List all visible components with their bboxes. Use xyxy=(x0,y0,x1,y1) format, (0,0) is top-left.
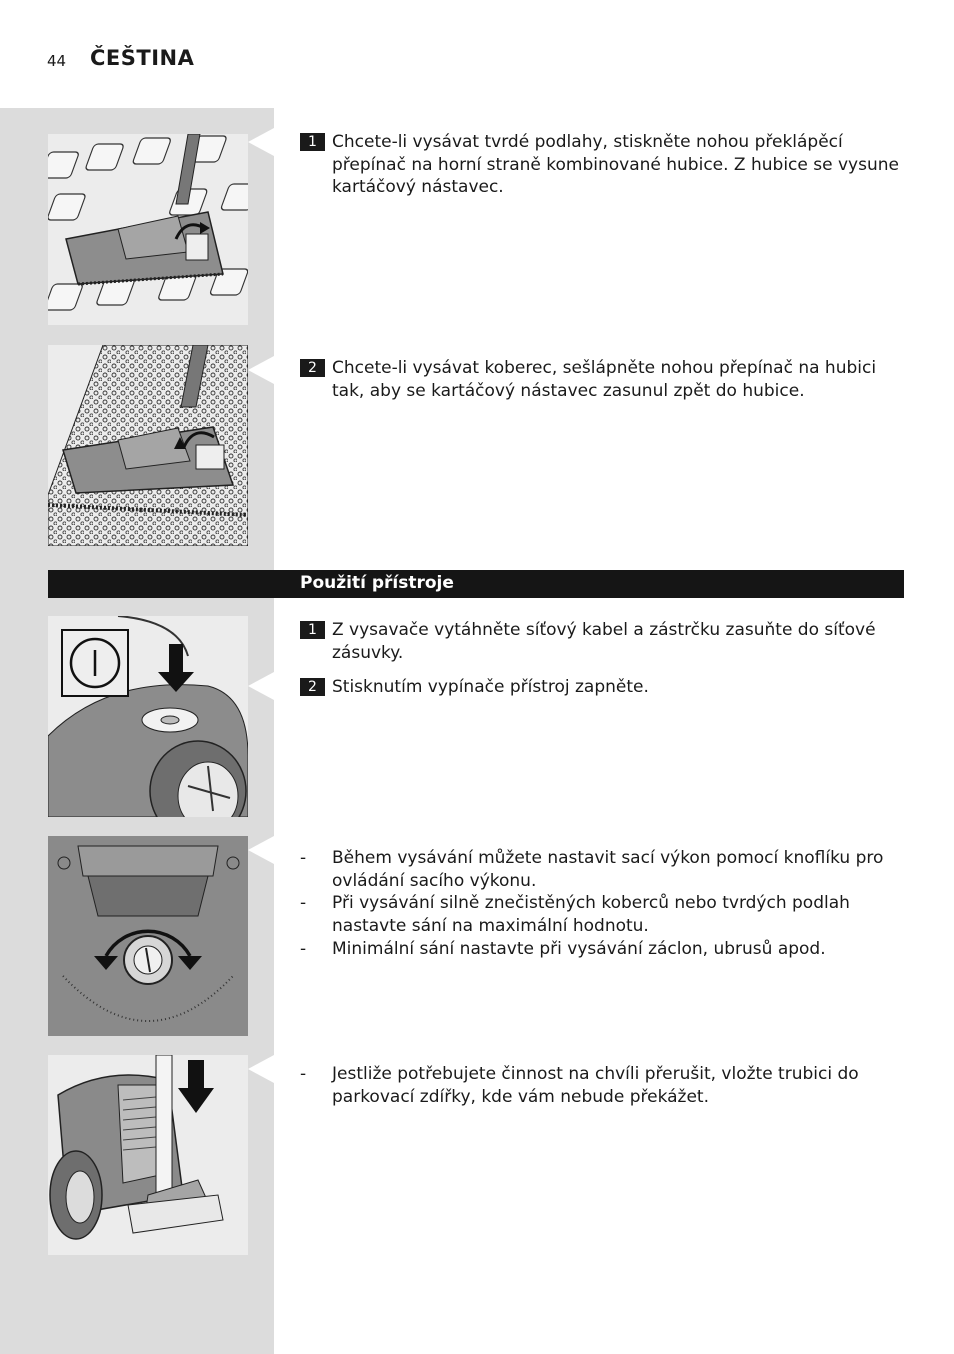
figure-pointer xyxy=(248,672,274,700)
step-hard-floor xyxy=(300,131,905,199)
figure-pointer xyxy=(248,1055,274,1083)
step-number-badge: 1 xyxy=(300,621,325,639)
section-header-bar xyxy=(48,570,904,598)
bullet-text: Jestliže potřebujete činnost na chvíli přerušit, vložte trubici do parkovací zdířky, kde vám nebude překážet. xyxy=(332,1064,859,1107)
figure-pointer xyxy=(248,356,274,384)
carpet-nozzle-illustration xyxy=(48,345,248,546)
figure-pointer xyxy=(248,128,274,156)
bullet-text: Během vysávání můžete nastavit sací výkon pomocí knoflíku pro ovládání sacího výkonu. xyxy=(332,848,884,891)
step-number-badge: 2 xyxy=(300,678,325,696)
step-text: Z vysavače vytáhněte síťový kabel a zástrčku zasuňte do síťové zásuvky. xyxy=(332,620,876,663)
bullet-item: - Při vysávání silně znečistěných koberců nebo tvrdých podlah nastavte sání na maximální hodnotu. xyxy=(300,892,910,937)
hard-floor-nozzle-icon xyxy=(48,134,248,325)
step-switch-on xyxy=(300,676,905,699)
suction-control-icon xyxy=(48,836,248,1036)
step-text: Chcete-li vysávat tvrdé podlahy, stiskněte nohou překlápěcí přepínač na horní straně kombinované hubice. Z hubice se vysune kartáčový nástavec. xyxy=(332,132,899,197)
hard-floor-nozzle-illustration xyxy=(48,134,248,325)
suction-control-illustration xyxy=(48,836,248,1036)
bullet-text: Minimální sání nastavte při vysávání záclon, ubrusů apod. xyxy=(332,939,826,959)
carpet-nozzle-icon xyxy=(48,345,248,546)
step-carpet xyxy=(300,357,905,402)
step-number-badge: 1 xyxy=(300,133,325,151)
step-text: Stisknutím vypínače přístroj zapněte. xyxy=(332,677,649,697)
bullet-item: - Jestliže potřebujete činnost na chvíli přerušit, vložte trubici do parkovací zdířky, kde vám nebude překážet. xyxy=(300,1063,910,1108)
bullet-item: - Během vysávání můžete nastavit sací výkon pomocí knoflíku pro ovládání sacího výkonu. xyxy=(300,847,910,892)
power-switch-icon xyxy=(48,616,248,817)
step-text: Chcete-li vysávat koberec, sešlápněte nohou přepínač na hubici tak, aby se kartáčový nástavec zasunul zpět do hubice. xyxy=(332,358,877,401)
figure-pointer xyxy=(248,836,274,864)
step-plug-in xyxy=(300,619,905,664)
page-number: 44 xyxy=(47,52,67,70)
bullet-item: - Minimální sání nastavte při vysávání záclon, ubrusů apod. xyxy=(300,938,910,961)
step-number-badge: 2 xyxy=(300,359,325,377)
section-title: Použití přístroje xyxy=(300,573,454,593)
parking-slot-illustration xyxy=(48,1055,248,1255)
page-title: ČEŠTINA xyxy=(90,46,195,70)
power-switch-illustration xyxy=(48,616,248,817)
bullet-text: Při vysávání silně znečistěných koberců nebo tvrdých podlah nastavte sání na maximální hodnotu. xyxy=(332,893,850,936)
parking-slot-icon xyxy=(48,1055,248,1255)
